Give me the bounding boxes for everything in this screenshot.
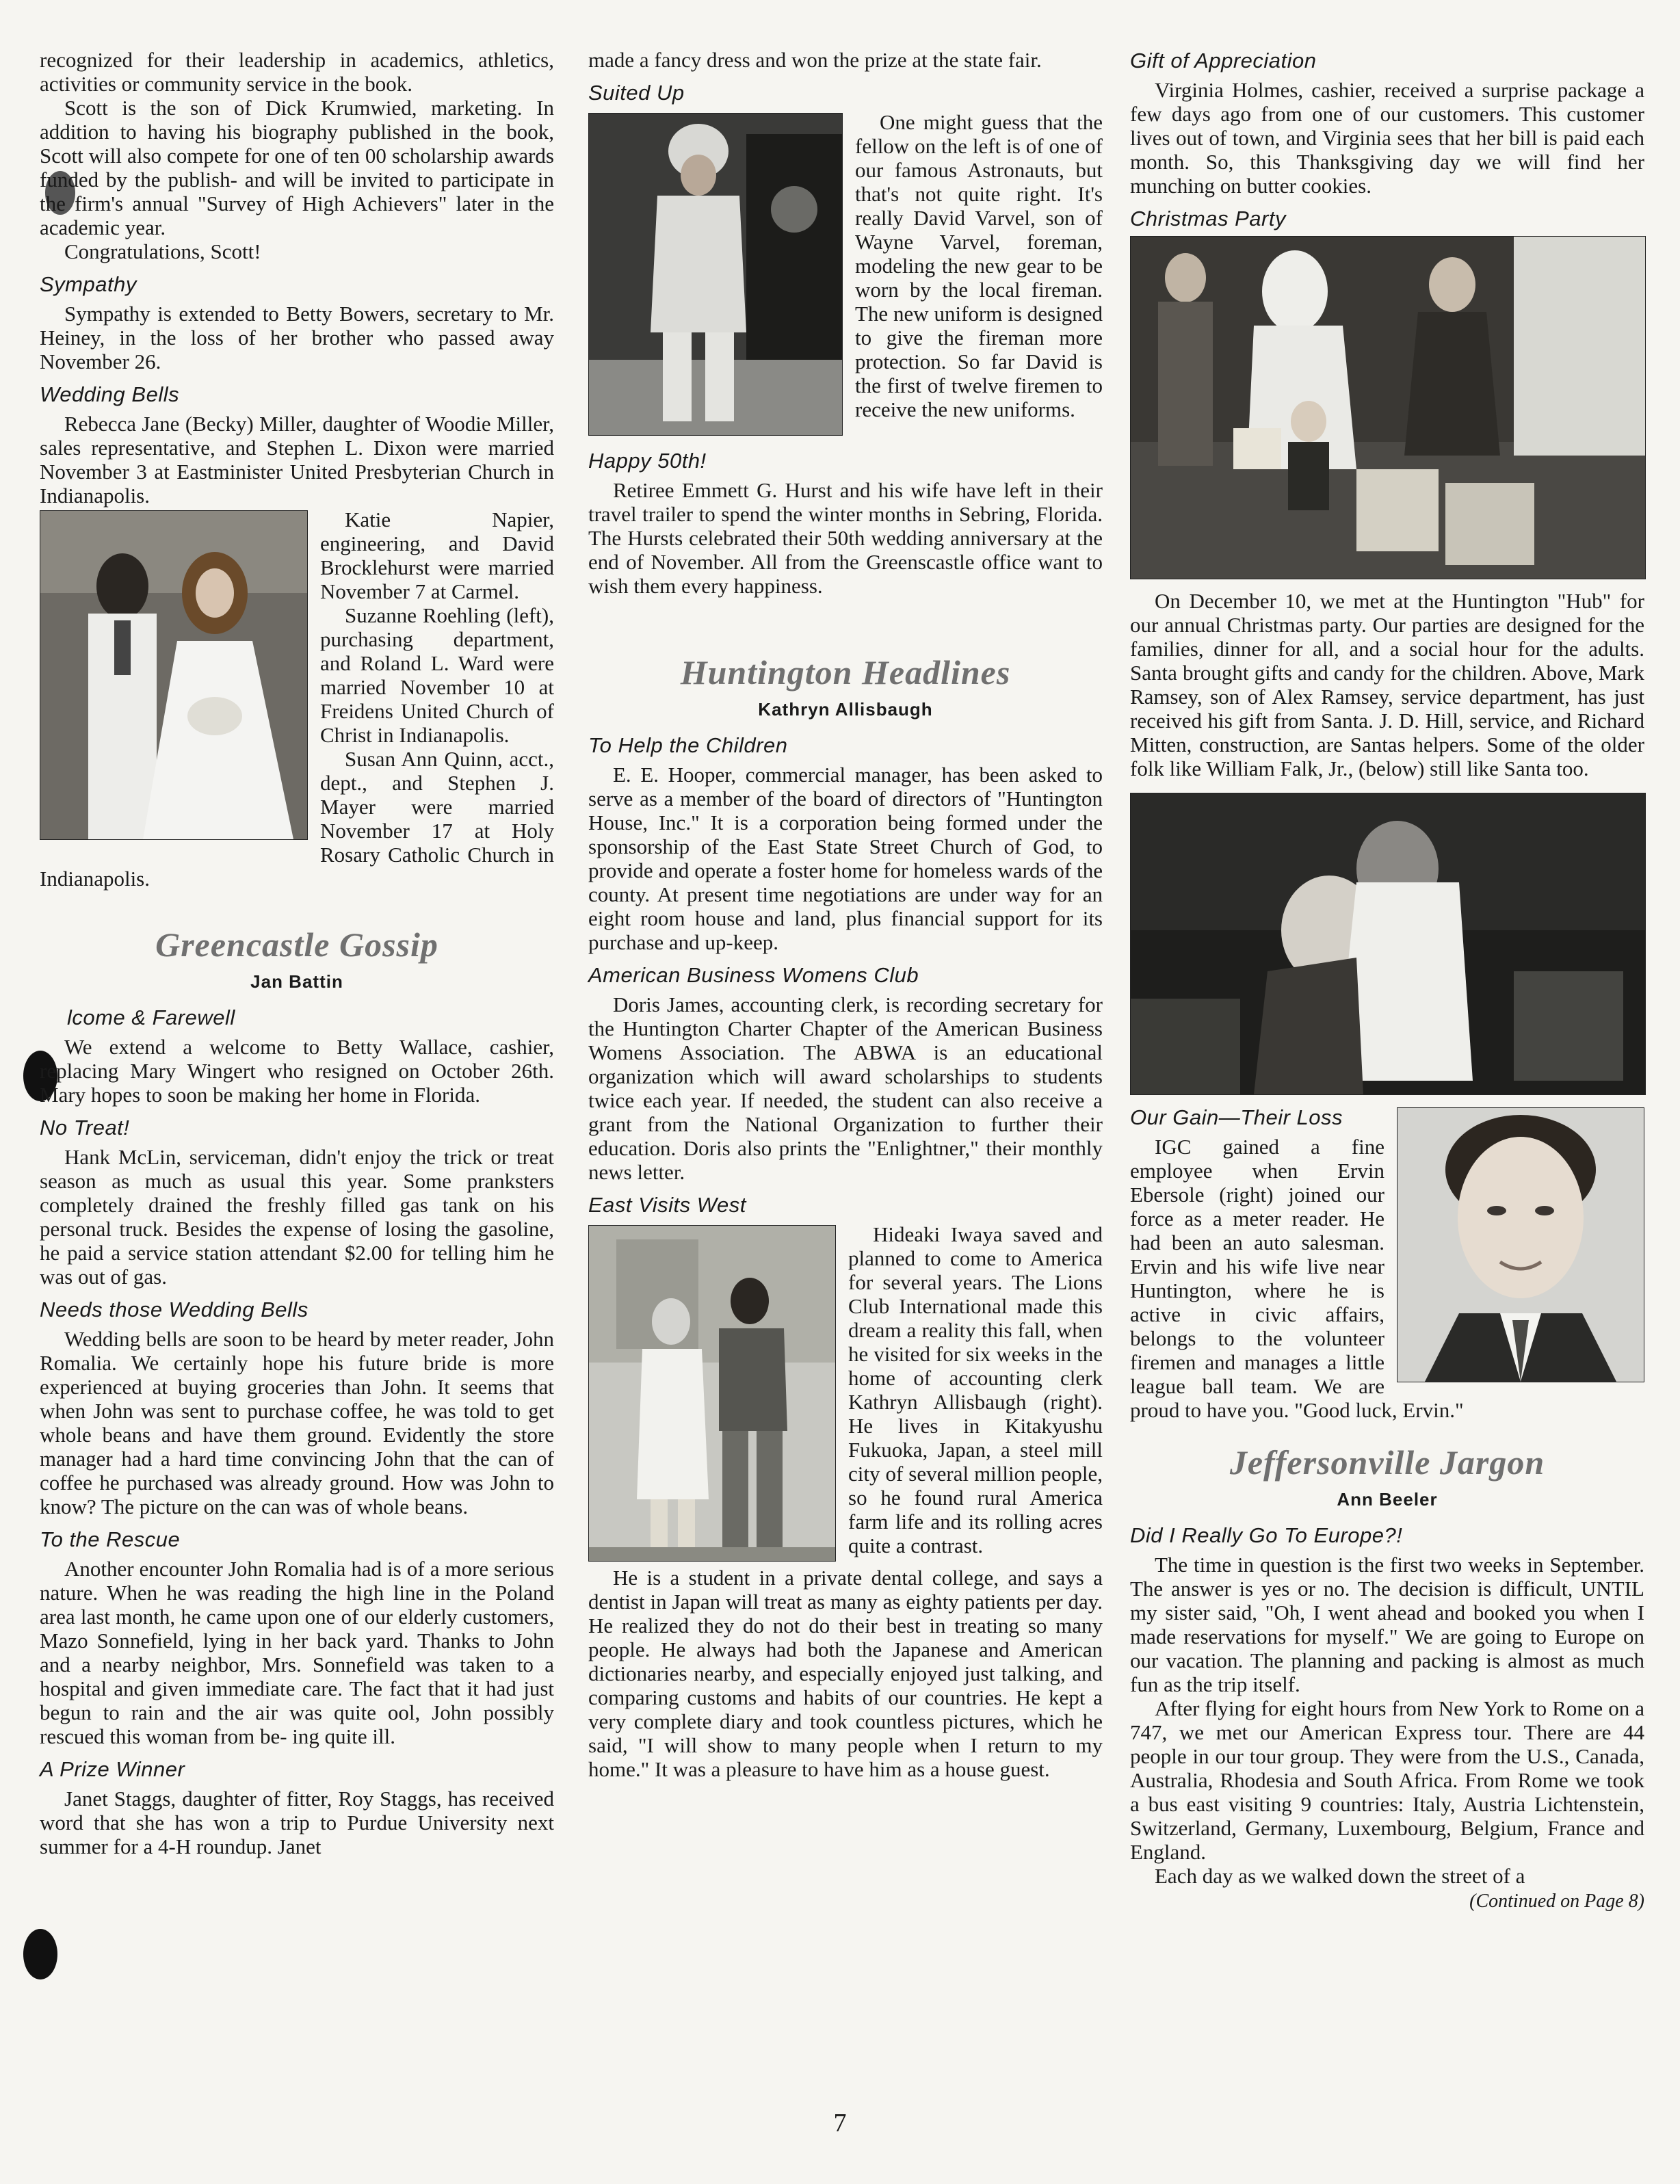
article-wedding-bells: Rebecca Jane (Becky) Miller, daughter of Woodie Miller, sales representative, and Stephen L. Dixon were married November 3 at Eastminister United Presbyterian Church in Indianapolis. (40, 412, 554, 508)
article-children: E. E. Hooper, commercial manager, has been asked to serve as a member of the board of directors of "Huntington House, Inc." It is a corporation being formed under the sponsorship of the East State Street Church of God, to provide and operate a foster home for homeless wards of the county. At present time negotiations are under way for an eight room house and land, plus financial support for its purchase and up-keep. (588, 763, 1103, 954)
article-east-west: Hideaki Iwaya saved and planned to come to America for several years. The Lions Club International made this dream a reality this fall, when he visited for six weeks in the home of accounting clerk Kathryn Allisbaugh (right). He lives in Kitakyushu Fukuoka, Japan, a steel mill city of several million people, so he found rural America farm life and its rolling acres quite a contrast. (848, 1222, 1103, 1557)
article-europe: The time in question is the first two weeks in September. The answer is yes or no. The decision is difficult, UNTIL my sister said, "Oh, I went ahead and booked you when I made reservations for myself." We are going to Europe on our vacation. The planning and packing is almost as much fun as the trip itself. (1130, 1553, 1644, 1696)
article-rescue: Another encounter John Romalia had is of a more serious nature. When he was reading the high line in the Poland area last month, he came upon one of our elderly customers, Mazo Sonnefield, lying in her back yard. Thanks to John and a nearby neighbor, Mrs. Sonnefield was taken to a hospital and given immediate care. The fact that it had just begun to rain and the air was quite ool, John possibly rescued this woman from be- ing quite ill. (40, 1557, 554, 1748)
article-no-treat: Hank McLin, serviceman, didn't enjoy the trick or treat season as much as usual this year. Some pranksters completely drained the freshly filled gas tank on his personal truck. Besides the expense of losing the gasoline, he paid a service station attendant $2.00 for telling him he was out of gas. (40, 1145, 554, 1289)
heading-happy-50th: Happy 50th! (588, 449, 707, 473)
byline-greencastle: Jan Battin (250, 971, 343, 992)
iwaya-photo (588, 1225, 836, 1562)
heading-prize: A Prize Winner (40, 1757, 185, 1781)
section-title-greencastle: Greencastle Gossip (155, 925, 438, 964)
article-christmas-party: On December 10, we met at the Huntington "Hub" for our annual Christmas party. Our parties are designed for the families, dinner for all, and a social hour for the adults. Santa brought gifts and candy for the children. Above, Mark Ramsey, son of Alex Ramsey, service department, has just received his gift from Santa. J. D. Hill, service, and Richard Mitten, construction, are Santas helpers. Some of the older folk like William Falk, Jr., (below) still like Santa too. (1130, 589, 1644, 780)
article-our-gain: IGC gained a fine employee when Ervin Ebersole (right) joined our force as a meter reader. He had been an auto salesman. Ervin and his wife live near Huntington, where he is active in civic affairs, belongs to the volunteer firemen and manages a little league ball team. We are proud to have you. "Good luck, Ervin." (1130, 1135, 1464, 1422)
article-welcome: We extend a welcome to Betty Wallace, cashier, replacing Mary Wingert who resigned on October 26th. Mary hopes to soon be making her home in Florida. (40, 1035, 554, 1107)
column-2 (588, 48, 1103, 1781)
continued-note: (Continued on Page 8) (1469, 1891, 1644, 1912)
santa-photo (1130, 793, 1646, 1095)
heading-no-treat: No Treat! (40, 1116, 130, 1140)
heading-europe: Did I Really Go To Europe?! (1130, 1523, 1403, 1547)
heading-sympathy: Sympathy (40, 272, 137, 296)
heading-christmas-party: Christmas Party (1130, 207, 1286, 231)
article-gift: Virginia Holmes, cashier, received a surprise package a few days ago from one of our customers. This customer lives out of town, and Virginia sees that her bill is paid each month. So, this Thanksgiving day we will find her munching on butter cookies. (1130, 78, 1644, 198)
article-europe-2: After flying for eight hours from New York to Rome on a 747, we met our American Express tour. There are 44 people in our tour group. They were from the U.S., Canada, Australia, Rhodesia and South Africa. From Rome we took a bus east visiting 9 countries: Italy, Austria Lichtenstein, Switzerland, Germany, Luxembourg, Belgium, France and England. (1130, 1696, 1644, 1864)
section-title-huntington: Huntington Headlines (680, 653, 1011, 692)
heading-gift: Gift of Appreciation (1130, 49, 1317, 73)
column-3 (1130, 48, 1644, 1912)
article-suited-up: One might guess that the fellow on the left is of one of our famous Astronauts, but that's not quite right. It's really David Varvel, son of Wayne Varvel, foreman, modeling the new gear to be worn by the local fireman. The new uniform is designed to give the fireman more protection. So far David is the first of twelve firemen to receive the new uniforms. (855, 110, 1103, 421)
article-east-west-2: He is a student in a private dental college, and says a dentist in Japan will treat as many as eighty patients per day. He realized they do not do their best in treating so many people. He always had both the Japanese and American dictionaries nearby, and especially enjoyed just talking, and comparing customs and habits of our countries. He kept a very complete diary and took countless pictures, which he said, "I will show to many people when I return to my home." It was a pleasure to have him as a house guest. (588, 1566, 1103, 1781)
article-europe-3: Each day as we walked down the street of a (1155, 1864, 1525, 1888)
intro-paragraph: recognized for their leadership in academics, athletics, activities or community service in the book. (40, 48, 554, 96)
column-1 (40, 48, 554, 1858)
heading-our-gain: Our Gain—Their Loss (1130, 1105, 1343, 1129)
wedding-photo (40, 510, 308, 840)
binder-hole-bottom (23, 1929, 57, 1979)
heading-east-west: East Visits West (588, 1193, 746, 1217)
heading-children: To Help the Children (588, 733, 788, 757)
article-napier: Katie Napier, engineering, and David Brocklehurst were married November 7 at Carmel. (320, 508, 554, 603)
article-roehling: Suzanne Roehling (left), purchasing department, and Roland L. Ward were married November 10 at Freidens United Church of Christ in Indianapolis. (320, 603, 554, 747)
intro-paragraph: Scott is the son of Dick Krumwied, marketing. In addition to having his biography published in the book, Scott will also compete for one of ten 00 scholarship awards funded by the publish- and will be invited to participate in the firm's annual "Survey of High Achievers" later in the academic year. (40, 96, 554, 239)
page-number: 7 (833, 2109, 847, 2137)
fireman-photo (588, 113, 843, 436)
intro-paragraph: made a fancy dress and won the prize at the state fair. (588, 48, 1042, 72)
article-happy-50th: Retiree Emmett G. Hurst and his wife have left in their travel trailer to spend the winter months in Sebring, Florida. The Hursts celebrated their 50th wedding anniversary at the end of November. All from the Greenscastle office want to wish them every happiness. (588, 478, 1103, 598)
intro-paragraph: Congratulations, Scott! (64, 239, 261, 263)
ervin-portrait (1397, 1107, 1644, 1382)
heading-wedding-bells: Wedding Bells (40, 382, 180, 406)
byline-huntington: Kathryn Allisbaugh (758, 699, 933, 720)
heading-suited-up: Suited Up (588, 81, 685, 105)
heading-abwa: American Business Womens Club (588, 963, 919, 987)
article-prize: Janet Staggs, daughter of fitter, Roy Staggs, has received word that she has won a trip to Purdue University next summer for a 4-H roundup. Janet (40, 1787, 554, 1858)
article-quinn: Susan Ann Quinn, acct., dept., and Stephen J. Mayer were married November 17 at Holy Rosary Catholic Church in Indianapolis. (40, 747, 554, 891)
heading-welcome: lcome & Farewell (67, 1005, 235, 1029)
byline-jeffersonville: Ann Beeler (1337, 1489, 1438, 1510)
heading-needs-bells: Needs those Wedding Bells (40, 1298, 309, 1321)
christmas-party-photo (1130, 236, 1646, 579)
heading-rescue: To the Rescue (40, 1527, 181, 1551)
article-needs-bells: Wedding bells are soon to be heard by meter reader, John Romalia. We certainly hope his future bride is more experienced at buying groceries than John. It seems that when John was sent to purchase coffee, he was told to get whole beans and have them ground. Evidently the store manager had a hard time convincing John that the can of coffee he purchased was already ground. How was John to know? The picture on the can was of whole beans. (40, 1327, 554, 1518)
article-abwa: Doris James, accounting clerk, is recording secretary for the Huntington Charter Chapter of the American Business Womens Association. The ABWA is an educational organization which will award scholarships to students twice each year. If needed, the student can also receive a grant from the National Organization to further their education. Doris also prints the "Enlightner," their monthly news letter. (588, 992, 1103, 1184)
section-title-jeffersonville: Jeffersonville Jargon (1229, 1443, 1545, 1482)
article-sympathy: Sympathy is extended to Betty Bowers, secretary to Mr. Heiney, in the loss of her brother who passed away November 26. (40, 302, 554, 373)
